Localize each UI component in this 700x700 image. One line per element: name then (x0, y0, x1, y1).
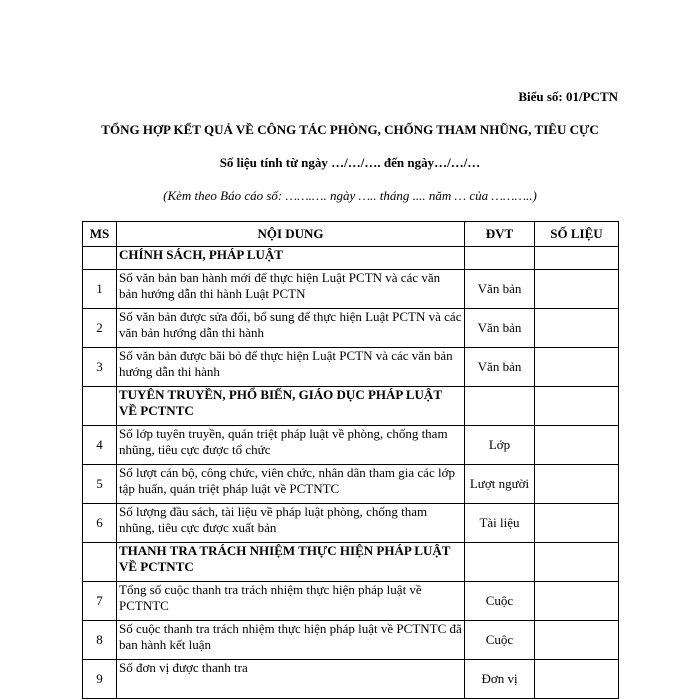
row-unit: Đơn vị (465, 660, 535, 699)
table-section-row (83, 247, 619, 270)
row-value (535, 348, 619, 387)
header-content: NỘI DUNG (117, 222, 465, 247)
row-value (535, 387, 619, 426)
row-unit: Cuộc (465, 621, 535, 660)
row-ms: 4 (83, 426, 117, 465)
row-ms: 5 (83, 465, 117, 504)
row-value (535, 660, 619, 699)
row-unit: Văn bản (465, 309, 535, 348)
table-row (83, 309, 619, 348)
row-unit: Văn bản (465, 270, 535, 309)
row-unit (465, 543, 535, 582)
table-section-row (83, 387, 619, 426)
row-ms: 9 (83, 660, 117, 699)
row-value (535, 621, 619, 660)
row-content: Tổng số cuộc thanh tra trách nhiệm thực hiện pháp luật về PCTNTC (117, 582, 465, 621)
row-unit: Văn bản (465, 348, 535, 387)
row-unit: Lớp (465, 426, 535, 465)
table-row (83, 426, 619, 465)
row-value (535, 270, 619, 309)
row-content: Số đơn vị được thanh tra (117, 660, 465, 699)
table-row (83, 660, 619, 699)
row-ms: 6 (83, 504, 117, 543)
row-unit: Cuộc (465, 582, 535, 621)
row-value (535, 465, 619, 504)
row-value (535, 543, 619, 582)
row-content: Số văn bản ban hành mới để thực hiện Luật PCTN và các văn bản hướng dẫn thi hành Luật PCTN (117, 270, 465, 309)
row-content: THANH TRA TRÁCH NHIỆM THỰC HIỆN PHÁP LUẬT VỀ PCTNTC (117, 543, 465, 582)
header-ms: MS (83, 222, 117, 247)
row-unit: Lượt người (465, 465, 535, 504)
row-value (535, 247, 619, 270)
row-ms: 1 (83, 270, 117, 309)
row-content: Số văn bản được sửa đổi, bổ sung để thực hiện Luật PCTN và các văn bản hướng dẫn thi hành (117, 309, 465, 348)
row-unit (465, 247, 535, 270)
row-ms: 8 (83, 621, 117, 660)
document-title: TỔNG HỢP KẾT QUẢ VỀ CÔNG TÁC PHÒNG, CHỐNG THAM NHŨNG, TIÊU CỰC (101, 122, 599, 137)
report-table (82, 221, 619, 699)
row-ms (83, 387, 117, 426)
header-unit: ĐVT (465, 222, 535, 247)
table-row (83, 621, 619, 660)
table-row (83, 582, 619, 621)
table-row (83, 504, 619, 543)
row-ms: 3 (83, 348, 117, 387)
row-ms (83, 543, 117, 582)
form-code: Biểu số: 01/PCTN (518, 89, 618, 104)
table-section-row (83, 543, 619, 582)
row-unit: Tài liệu (465, 504, 535, 543)
row-value (535, 504, 619, 543)
attachment-note: (Kèm theo Báo cáo số: …….…. ngày ….. tháng .... năm … của ………..) (163, 188, 537, 203)
row-content: Số lượng đầu sách, tài liệu về pháp luật phòng, chống tham nhũng, tiêu cực được xuất bản (117, 504, 465, 543)
row-ms: 7 (83, 582, 117, 621)
row-value (535, 426, 619, 465)
row-content: Số cuộc thanh tra trách nhiệm thực hiện pháp luật về PCTNTC đã ban hành kết luận (117, 621, 465, 660)
row-ms: 2 (83, 309, 117, 348)
table-row (83, 270, 619, 309)
table-header-row (83, 222, 619, 247)
row-value (535, 582, 619, 621)
row-content: TUYÊN TRUYỀN, PHỔ BIẾN, GIÁO DỤC PHÁP LUẬT VỀ PCTNTC (117, 387, 465, 426)
row-ms (83, 247, 117, 270)
row-unit (465, 387, 535, 426)
header-value: SỐ LIỆU (535, 222, 619, 247)
row-content: CHÍNH SÁCH, PHÁP LUẬT (117, 247, 465, 270)
row-content: Số lượt cán bộ, công chức, viên chức, nhân dân tham gia các lớp tập huấn, quán triệt pháp luật về PCTNTC (117, 465, 465, 504)
table-row (83, 465, 619, 504)
reporting-period: Số liệu tính từ ngày …/…/…. đến ngày…/…/… (219, 155, 481, 170)
row-content: Số văn bản được bãi bỏ để thực hiện Luật PCTN và các văn bản hướng dẫn thi hành (117, 348, 465, 387)
table-row (83, 348, 619, 387)
row-value (535, 309, 619, 348)
row-content: Số lớp tuyên truyền, quán triệt pháp luật về phòng, chống tham nhũng, tiêu cực được tổ chức (117, 426, 465, 465)
